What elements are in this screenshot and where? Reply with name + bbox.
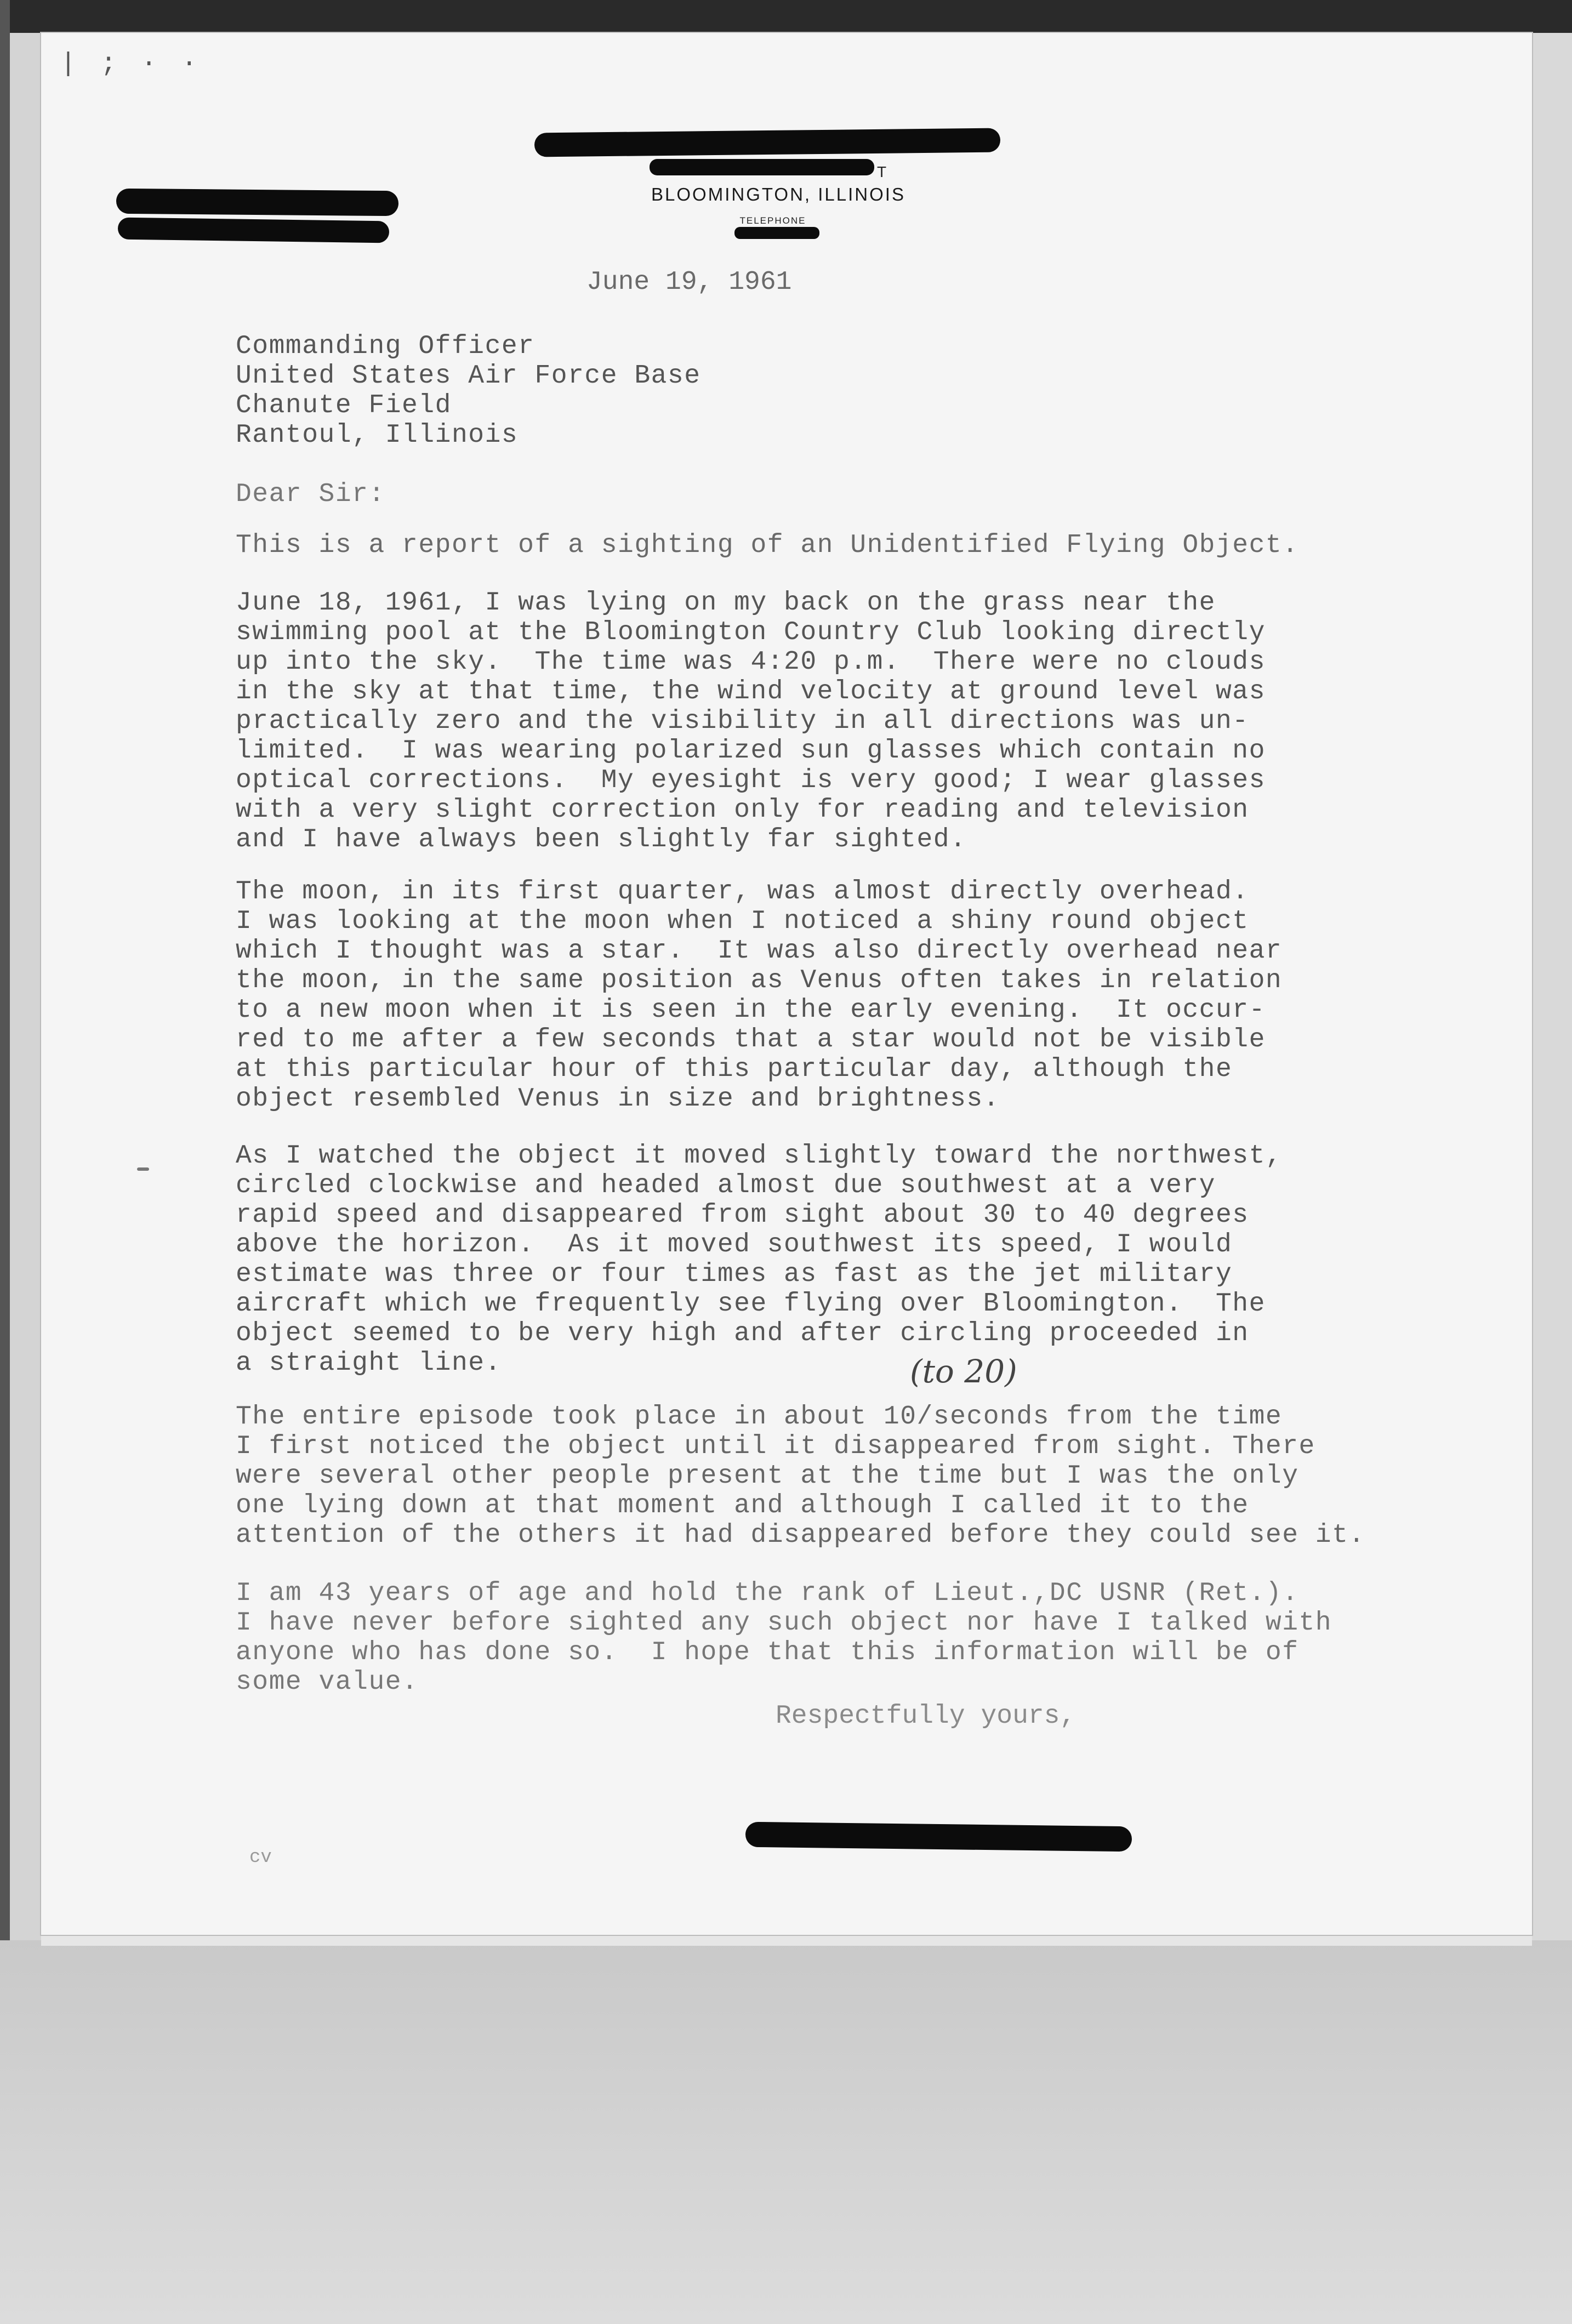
handwritten-annotation: (to 20) — [910, 1353, 1017, 1390]
text-line: optical corrections. My eyesight is very good; I wear glasses — [236, 766, 1266, 795]
text-line: swimming pool at the Bloomington Country Club looking directly — [236, 618, 1266, 647]
text-line: with a very slight correction only for reading and television — [236, 795, 1249, 825]
letterhead-street-suffix: T — [877, 163, 887, 180]
closing: Respectfully yours, — [776, 1701, 1076, 1731]
letterhead-city: BLOOMINGTON, ILLINOIS — [651, 184, 905, 204]
address-line: Rantoul, Illinois — [236, 420, 519, 450]
signature-redaction — [745, 1822, 1132, 1852]
paragraph-object-movement — [236, 1141, 1474, 1378]
text-line: object resembled Venus in size and brightness. — [236, 1084, 1000, 1114]
text-line: in the sky at that time, the wind velocity at ground level was — [236, 677, 1266, 707]
letterhead-telephone-label: TELEPHONE — [739, 215, 806, 226]
film-frame-top — [0, 0, 1572, 33]
text-line: circled clockwise and headed almost due southwest at a very — [236, 1171, 1216, 1200]
text-line: which I thought was a star. It was also directly overhead near — [236, 936, 1283, 966]
text-line: one lying down at that moment and although I called it to the — [236, 1491, 1249, 1520]
text-line: As I watched the object it moved slightly toward the northwest, — [236, 1141, 1283, 1171]
text-line: up into the sky. The time was 4:20 p.m. There were no clouds — [236, 647, 1266, 677]
text-line: attention of the others it had disappeared before they could see it. — [236, 1520, 1365, 1550]
text-line: were several other people present at the time but I was the only — [236, 1461, 1299, 1491]
text-line: estimate was three or four times as fast as the jet military — [236, 1260, 1233, 1289]
telephone-redaction — [734, 227, 819, 239]
salutation: Dear Sir: — [236, 480, 385, 509]
text-line: red to me after a few seconds that a star would not be visible — [236, 1025, 1266, 1055]
typist-initials: cv — [249, 1847, 272, 1868]
text-line: June 18, 1961, I was lying on my back on the grass near the — [236, 588, 1216, 618]
text-line: above the horizon. As it moved southwest its speed, I would — [236, 1230, 1233, 1260]
letterhead-street-redaction — [650, 159, 874, 175]
text-line: a straight line. — [236, 1348, 502, 1378]
paragraph-witness-background — [236, 1579, 1474, 1697]
text-line: to a new moon when it is seen in the early evening. It occur- — [236, 995, 1266, 1025]
address-line: Chanute Field — [236, 391, 452, 420]
text-line: rapid speed and disappeared from sight about 30 to 40 degrees — [236, 1200, 1249, 1230]
text-line: The entire episode took place in about 10/seconds from the time — [236, 1402, 1283, 1432]
text-line: I have never before sighted any such object nor have I talked with — [236, 1608, 1332, 1638]
address-line: United States Air Force Base — [236, 361, 701, 391]
margin-marks: | ; · · — [60, 49, 202, 79]
stray-mark — [137, 1167, 149, 1171]
text-line: at this particular hour of this particular day, although the — [236, 1055, 1233, 1084]
letter-date: June 19, 1961 — [586, 267, 792, 297]
text-line: practically zero and the visibility in all directions was un- — [236, 707, 1249, 736]
text-line: I am 43 years of age and hold the rank of Lieut.,DC USNR (Ret.). — [236, 1579, 1299, 1608]
text-line: limited. I was wearing polarized sun glasses which contain no — [236, 736, 1266, 766]
paragraph-episode-duration — [236, 1402, 1474, 1550]
text-line: I first noticed the object until it disappeared from sight. There — [236, 1432, 1315, 1461]
intro-sentence: This is a report of a sighting of an Unidentified Flying Object. — [236, 531, 1299, 560]
text-line: The moon, in its first quarter, was almost directly overhead. — [236, 877, 1249, 907]
sender-line1-redaction — [116, 189, 398, 216]
letterhead-name-redaction — [534, 128, 1000, 157]
film-bottom-area — [0, 1940, 1572, 2324]
text-line: some value. — [236, 1667, 419, 1697]
paragraph-moon-observation — [236, 877, 1474, 1114]
text-line: aircraft which we frequently see flying over Bloomington. The — [236, 1289, 1266, 1319]
film-frame-left — [0, 0, 10, 1973]
address-line: Commanding Officer — [236, 332, 535, 361]
sender-line2-redaction — [118, 218, 390, 243]
text-line: I was looking at the moon when I noticed a shiny round object — [236, 907, 1249, 936]
paragraph-sighting-conditions — [236, 588, 1474, 855]
text-line: the moon, in the same position as Venus often takes in relation — [236, 966, 1283, 995]
text-line: and I have always been slightly far sighted. — [236, 825, 967, 855]
recipient-address — [236, 332, 1474, 450]
film-frame-right — [1532, 33, 1572, 1940]
text-line: anyone who has done so. I hope that this information will be of — [236, 1638, 1299, 1667]
text-line: object seemed to be very high and after circling proceeded in — [236, 1319, 1249, 1348]
